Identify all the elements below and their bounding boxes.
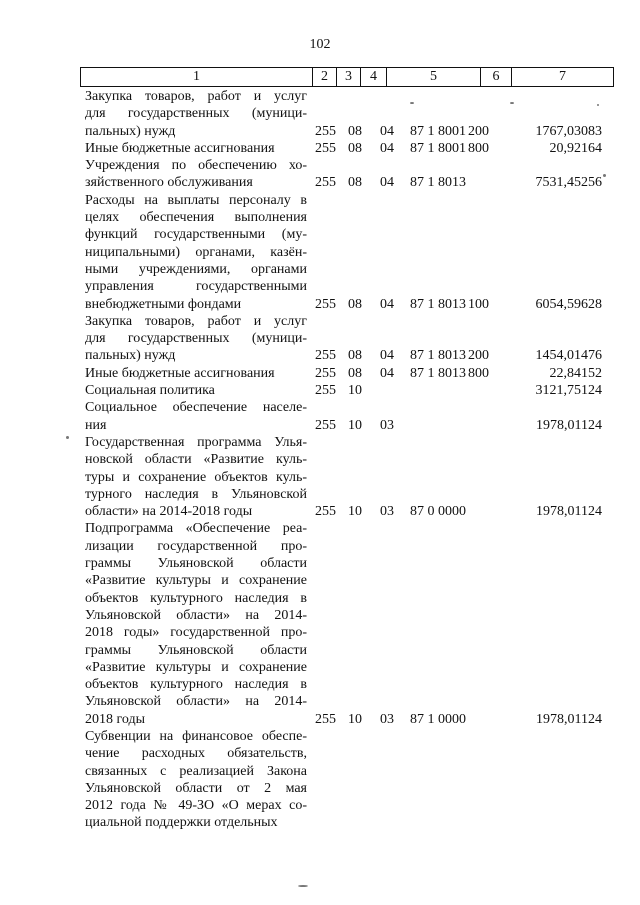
description-line: для государственных (муници-	[85, 331, 307, 347]
code-pr: 04	[380, 140, 394, 156]
code-csr: 87 1 8013	[410, 365, 466, 381]
description-line: 2018 годы» государственной про-	[85, 625, 307, 641]
description-line: ниципальными) органами, казён-	[85, 244, 307, 260]
header-col-3: 3	[337, 68, 361, 87]
table-row	[0, 365, 640, 382]
description-line: Государственная программа Улья-	[85, 434, 307, 450]
page-number: 102	[309, 37, 331, 52]
table-header	[80, 67, 614, 87]
row-codes	[0, 814, 640, 831]
code-gr: 255	[315, 504, 336, 520]
row-codes	[0, 140, 640, 157]
description-line: Расходы на выплаты персоналу в	[85, 192, 307, 208]
code-gr: 255	[315, 348, 336, 364]
description-line: новской области «Развитие куль-	[85, 452, 307, 468]
amount: 22,84152	[549, 365, 602, 381]
table-row	[0, 88, 640, 140]
scan-speck	[298, 885, 308, 887]
code-gr: 255	[315, 365, 336, 381]
amount: 1978,01124	[536, 711, 602, 727]
row-codes	[0, 174, 640, 191]
table-row	[0, 728, 640, 832]
description-line: «Развитие культуры и сохранение	[85, 659, 307, 675]
code-vr: 100	[468, 296, 489, 312]
header-col-1: 1	[81, 68, 313, 87]
amount: 1978,01124	[536, 417, 602, 433]
table-row	[0, 520, 640, 728]
code-rz: 08	[348, 365, 362, 381]
table-row	[0, 399, 640, 434]
scan-speck	[66, 436, 69, 439]
description-line: 2018 годы	[85, 711, 146, 727]
code-gr: 255	[315, 711, 336, 727]
description-line: лизации государственной про-	[85, 538, 307, 554]
row-codes	[0, 711, 640, 728]
description-line: зяйственного обслуживания	[85, 175, 253, 191]
description-line: чение расходных обязательств,	[85, 746, 307, 762]
scan-speck	[597, 104, 599, 106]
scan-speck	[410, 102, 414, 104]
description-line: объектов культурного наследия в	[85, 590, 307, 606]
table-row	[0, 192, 640, 313]
description-line: Иные бюджетные ассигнования	[85, 365, 275, 381]
code-rz: 08	[348, 123, 362, 139]
description-line: управления государственными	[85, 279, 307, 295]
header-col-6: 6	[481, 68, 512, 87]
scan-speck	[603, 174, 606, 177]
code-rz: 08	[348, 140, 362, 156]
description-line: пальных) нужд	[85, 123, 176, 139]
code-rz: 08	[348, 296, 362, 312]
code-csr: 87 1 0000	[410, 711, 466, 727]
row-description	[85, 520, 307, 728]
amount: 1767,03083	[535, 123, 602, 139]
table-row	[0, 313, 640, 365]
code-vr: 200	[468, 348, 489, 364]
code-gr: 255	[315, 417, 336, 433]
code-gr: 255	[315, 123, 336, 139]
description-line: 2012 года № 49-ЗО «О мерах со-	[85, 798, 307, 814]
code-csr: 87 1 8013	[410, 348, 466, 364]
description-line: Учреждения по обеспечению хо-	[85, 158, 307, 174]
scan-speck	[510, 102, 514, 104]
code-gr: 255	[315, 383, 336, 399]
code-vr: 800	[468, 140, 489, 156]
header-col-5: 5	[387, 68, 481, 87]
table-body	[0, 88, 640, 832]
row-codes	[0, 123, 640, 140]
code-pr: 04	[380, 123, 394, 139]
description-line: циальной поддержки отдельных	[85, 815, 278, 831]
code-pr: 04	[380, 175, 394, 191]
code-csr: 87 0 0000	[410, 504, 466, 520]
code-csr: 87 1 8001	[410, 123, 466, 139]
description-line: целях обеспечения выполнения	[85, 210, 307, 226]
code-vr: 800	[468, 365, 489, 381]
description-line: Закупка товаров, работ и услуг	[85, 313, 307, 329]
description-line: Подпрограмма «Обеспечение реа-	[85, 521, 307, 537]
description-line: Социальная политика	[85, 383, 215, 399]
description-line: Социальное обеспечение населе-	[85, 400, 307, 416]
description-line: турного наследия в Ульяновской	[85, 486, 307, 502]
code-pr: 04	[380, 296, 394, 312]
description-line: граммы Ульяновской области	[85, 642, 307, 658]
header-col-2: 2	[313, 68, 337, 87]
code-gr: 255	[315, 140, 336, 156]
code-rz: 08	[348, 175, 362, 191]
table-row	[0, 382, 640, 399]
description-line: «Развитие культуры и сохранение	[85, 573, 307, 589]
amount: 3121,75124	[535, 383, 602, 399]
row-codes	[0, 382, 640, 399]
description-line: ными учреждениями, органами	[85, 261, 307, 277]
description-line: функций государственными (му-	[85, 227, 307, 243]
description-line: Ульяновской области» на 2014-	[85, 607, 307, 623]
description-line: граммы Ульяновской области	[85, 556, 307, 572]
row-codes	[0, 503, 640, 520]
description-line: объектов культурного наследия в	[85, 677, 307, 693]
code-gr: 255	[315, 296, 336, 312]
code-pr: 04	[380, 365, 394, 381]
description-line: пальных) нужд	[85, 348, 176, 364]
code-pr: 03	[380, 711, 394, 727]
amount: 7531,45256	[535, 175, 602, 191]
table-row	[0, 434, 640, 520]
code-pr: 03	[380, 417, 394, 433]
code-csr: 87 1 8013	[410, 175, 466, 191]
code-rz: 10	[348, 504, 362, 520]
code-csr: 87 1 8001	[410, 140, 466, 156]
code-rz: 08	[348, 348, 362, 364]
row-codes	[0, 296, 640, 313]
table-row	[0, 157, 640, 192]
code-rz: 10	[348, 711, 362, 727]
amount: 6054,59628	[535, 296, 602, 312]
description-line: Закупка товаров, работ и услуг	[85, 89, 307, 104]
code-gr: 255	[315, 175, 336, 191]
header-col-4: 4	[361, 68, 387, 87]
amount: 20,92164	[549, 140, 602, 156]
description-line: Иные бюджетные ассигнования	[85, 140, 275, 156]
header-col-7: 7	[512, 68, 614, 87]
table-row	[0, 140, 640, 157]
amount: 1454,01476	[535, 348, 602, 364]
row-codes	[0, 417, 640, 434]
amount: 1978,01124	[536, 504, 602, 520]
description-line: области» на 2014-2018 годы	[85, 504, 253, 520]
description-line: Ульяновской области от 2 мая	[85, 780, 307, 796]
code-rz: 10	[348, 383, 362, 399]
code-pr: 04	[380, 348, 394, 364]
description-line: Ульяновской области» на 2014-	[85, 694, 307, 710]
code-csr: 87 1 8013	[410, 296, 466, 312]
description-line: ния	[85, 417, 107, 433]
description-line: для государственных (муници-	[85, 106, 307, 122]
code-vr: 200	[468, 123, 489, 139]
description-line: внебюджетными фондами	[85, 296, 242, 312]
description-line: связанных с реализацией Закона	[85, 763, 307, 779]
description-line: Субвенции на финансовое обеспе-	[85, 728, 307, 744]
code-rz: 10	[348, 417, 362, 433]
row-codes	[0, 347, 640, 364]
code-pr: 03	[380, 504, 394, 520]
description-line: туры и сохранение объектов куль-	[85, 469, 307, 485]
row-codes	[0, 365, 640, 382]
